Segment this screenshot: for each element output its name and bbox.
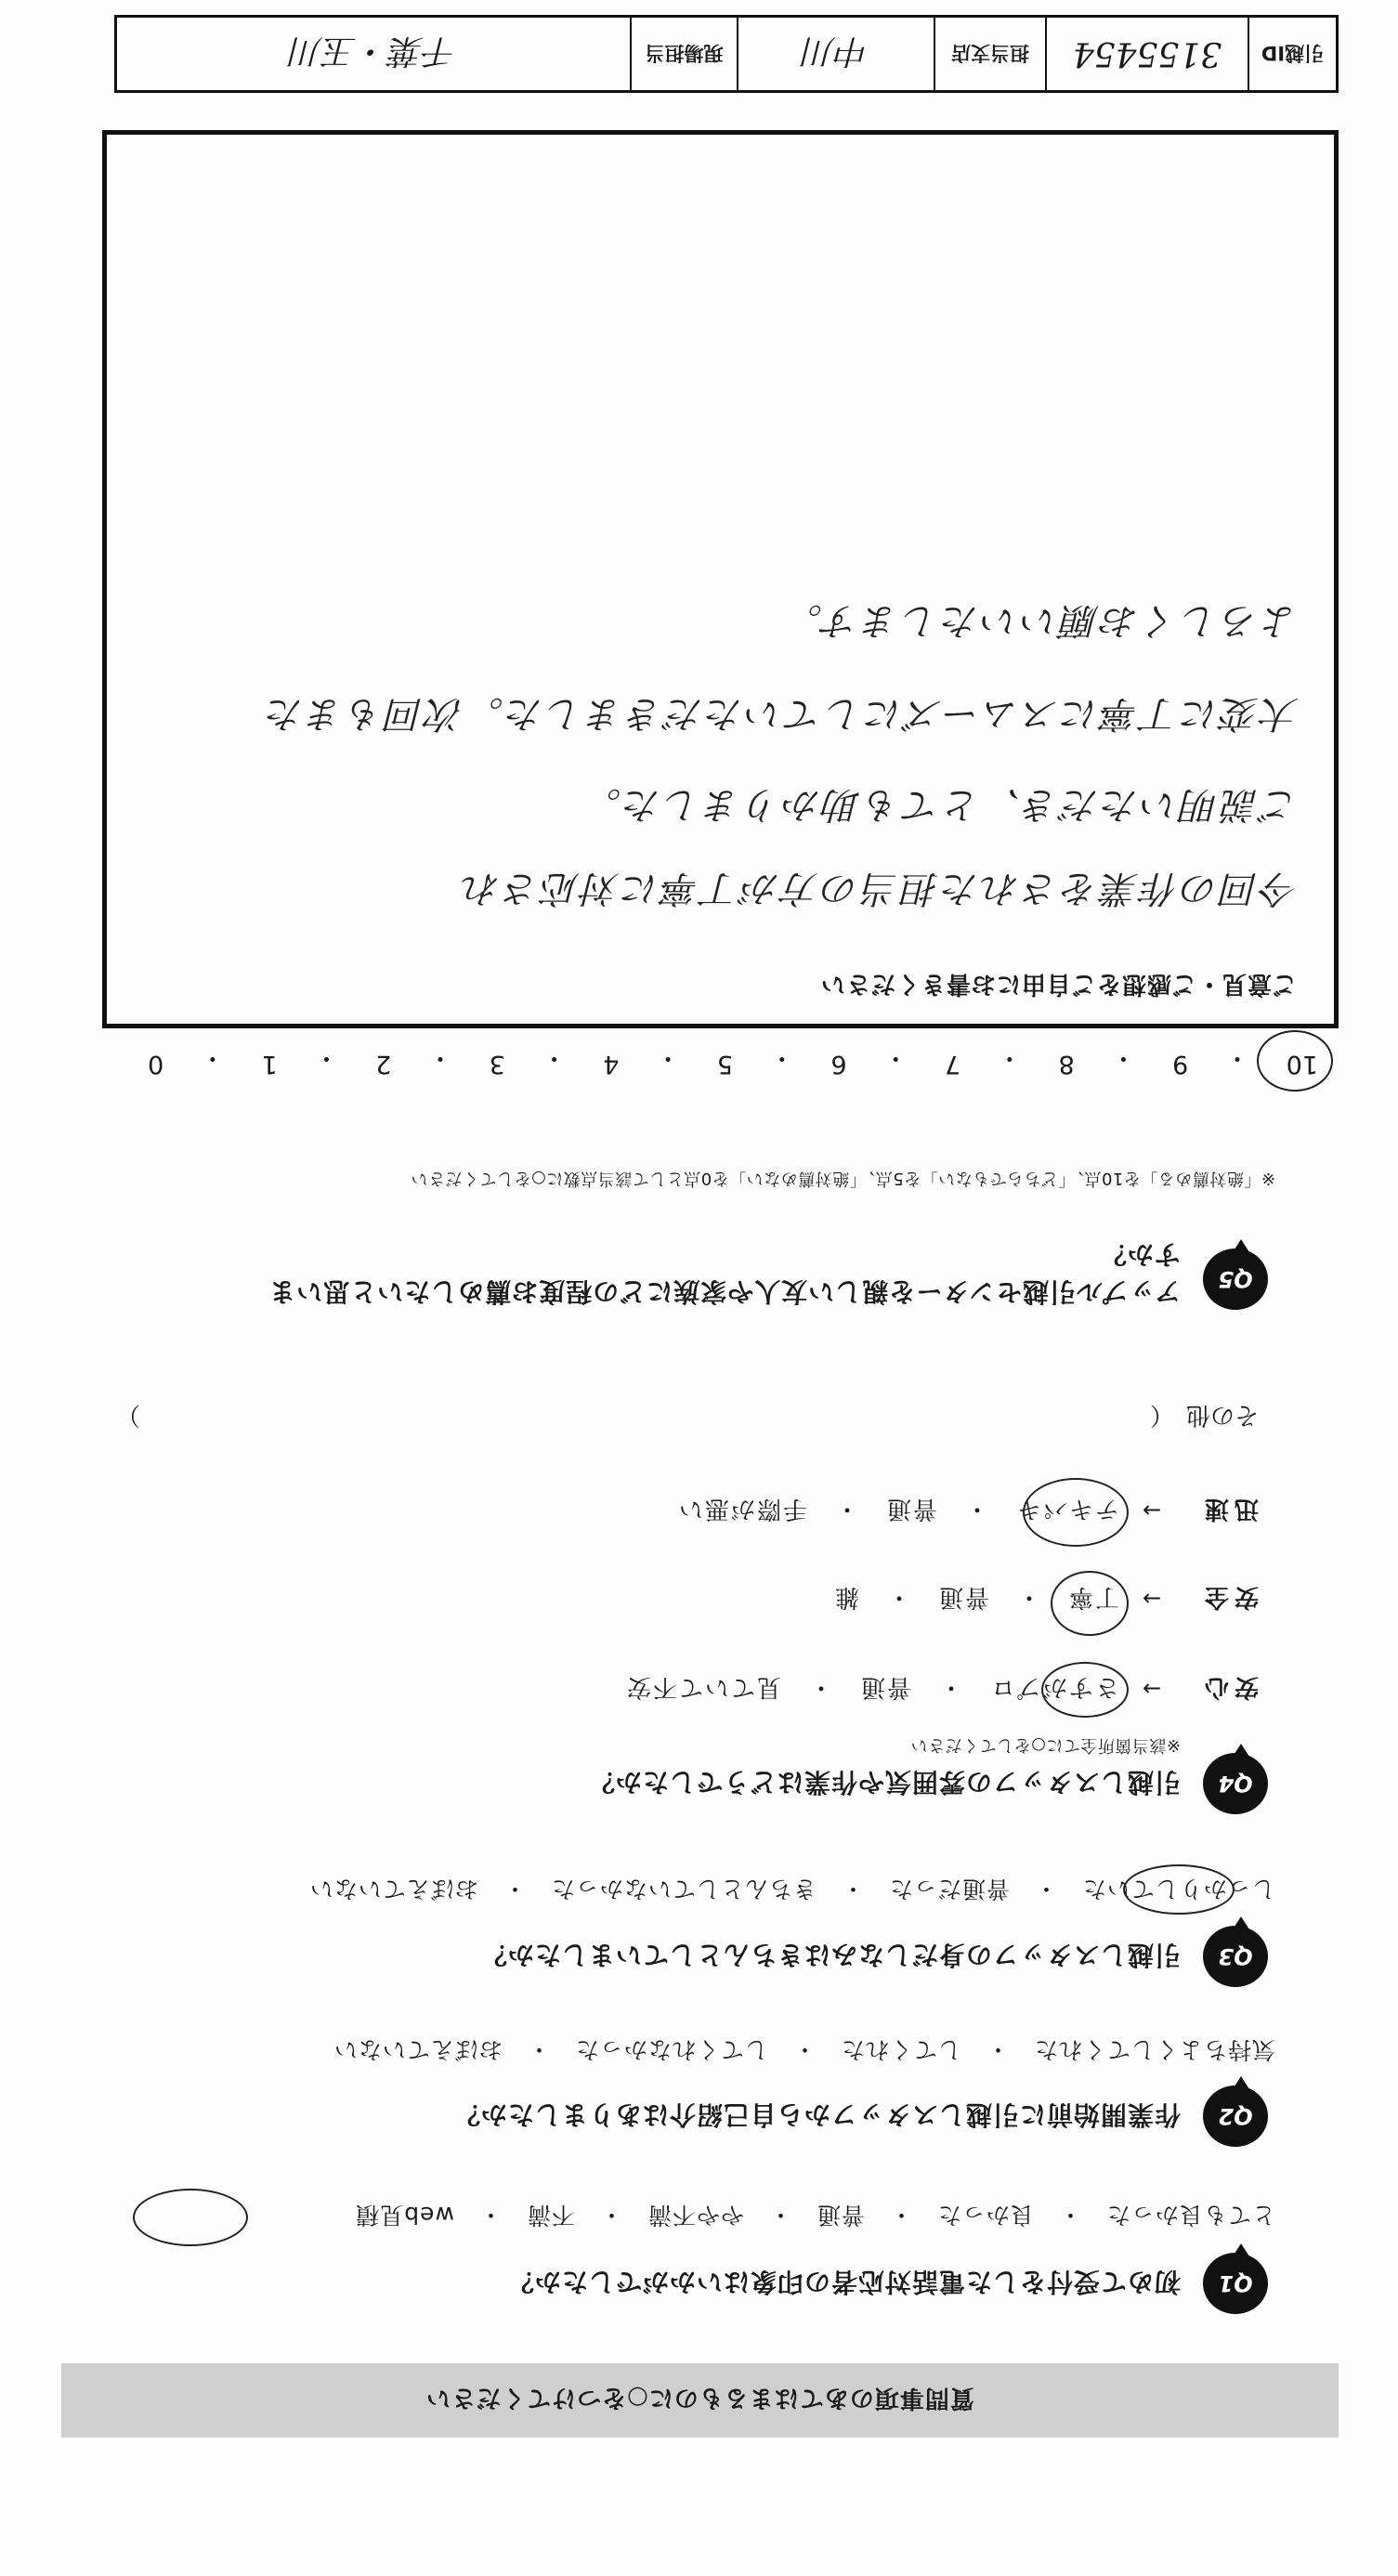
comment-line-3: 大変に丁寧にスムーズにしていただきました。次回もまた (264, 692, 1299, 735)
site-staff-value: 千葉・玉川 (290, 32, 458, 71)
q5-answer-circle (1257, 1030, 1333, 1092)
scale-0[interactable]: 0 (148, 1050, 164, 1079)
arrow-icon: → (1142, 1586, 1162, 1613)
q4-item-options[interactable]: テキパキ ・ 普通 ・ 手際が悪い (676, 1495, 1119, 1523)
q4-item-options[interactable]: さすがプロ ・ 普通 ・ 見ていて不安 (624, 1673, 1119, 1701)
move-id-value: 3155454 (1045, 18, 1248, 90)
q5-badge-icon: Q5 (1203, 1249, 1268, 1310)
scale-6[interactable]: 6 (830, 1050, 847, 1079)
q3-badge-icon: Q3 (1203, 1926, 1268, 1987)
q3-text: 引越しスタッフの身だしなみはきちんとしていましたか？ (479, 1940, 1181, 1970)
q1-options[interactable]: とても良かった ・ 良かった ・ 普通 ・ やや不満 ・ 不満 ・ web見積 (355, 2202, 1275, 2229)
q4-other-close: ） (116, 1401, 141, 1429)
scale-sep: ・ (1110, 1043, 1136, 1072)
q4-item-options[interactable]: 丁寧 ・ 普通 ・ 雑 (832, 1583, 1119, 1611)
q4-item-jinsoku[interactable] (677, 1494, 1259, 1528)
question-q5 (252, 1236, 1268, 1310)
q4-item-label: 安心 (1198, 1673, 1259, 1701)
comment-line-2: ご説明いただき、とても助かりました。 (581, 783, 1299, 826)
scale-sep: ・ (200, 1043, 226, 1072)
question-q4 (588, 1753, 1268, 1814)
scale-4[interactable]: 4 (603, 1050, 620, 1079)
scale-sep: ・ (427, 1043, 453, 1072)
comment-box[interactable] (102, 130, 1339, 1028)
scale-3[interactable]: 3 (489, 1050, 505, 1079)
scale-10[interactable]: 10 (1286, 1050, 1318, 1079)
section-header (61, 2363, 1339, 2438)
scale-1[interactable]: 1 (261, 1050, 278, 1079)
q4-other-label: その他 （ (1149, 1401, 1259, 1429)
scale-8[interactable]: 8 (1058, 1050, 1075, 1079)
q3-answer-circle (1123, 1864, 1235, 1915)
branch-label: 担当支店 (934, 18, 1045, 90)
question-q3 (480, 1926, 1268, 1987)
scale-7[interactable]: 7 (944, 1050, 961, 1079)
q5-scale[interactable] (148, 1042, 1318, 1079)
q4-badge-icon: Q4 (1203, 1753, 1268, 1814)
q1-text: 初めて受付をした電話対応者の印象はいかがでしたか？ (506, 2267, 1181, 2297)
comment-line-1: 今回の作業をされた担当の方が丁寧に対応され (460, 867, 1299, 909)
comment-title: ご意見・ご感想をご自由にお書きください (819, 970, 1297, 998)
scale-sep: ・ (769, 1043, 795, 1072)
q4-item-anzen[interactable] (833, 1582, 1259, 1616)
q4-item-anshin[interactable] (625, 1672, 1259, 1706)
q2-options[interactable]: 気持ちよくしてくれた ・ してくれた ・ してくれなかった ・ おぼえていない (333, 2036, 1275, 2063)
scale-sep: ・ (1224, 1043, 1250, 1072)
q4-anzen-circle (1051, 1571, 1129, 1636)
q2-badge-icon: Q2 (1203, 2086, 1268, 2147)
section-header-title: 質問事項のあてはまるものに○をつけてください (425, 2384, 974, 2413)
scale-sep: ・ (655, 1043, 681, 1072)
q1-answer-circle (133, 2189, 248, 2246)
scale-5[interactable]: 5 (716, 1050, 734, 1079)
q2-text: 作業開始前に引越しスタッフから自己紹介はありましたか？ (452, 2099, 1181, 2130)
scale-sep: ・ (313, 1043, 339, 1072)
move-id-label: 引越ID (1248, 18, 1336, 90)
q4-item-label: 迅速 (1198, 1495, 1259, 1523)
arrow-icon: → (1142, 1676, 1162, 1703)
scale-9[interactable]: 9 (1172, 1050, 1189, 1079)
q4-other-row[interactable] (116, 1400, 1259, 1434)
q4-jinsoku-circle (1023, 1478, 1129, 1547)
q1-badge-icon: Q1 (1203, 2253, 1268, 2314)
scale-sep: ・ (882, 1043, 908, 1072)
scale-2[interactable]: 2 (375, 1050, 392, 1079)
q4-text: 引越しスタッフの雰囲気や作業はどうでしたか？ (587, 1767, 1181, 1798)
scale-sep: ・ (542, 1043, 568, 1072)
info-table (114, 15, 1339, 93)
site-staff-label: 現場担当 (630, 18, 737, 90)
q5-note: ※「絶対薦める」を10点、「どちらでもない」を5点、「絶対薦めない」を0点として該当点数に○をしてください (411, 1169, 1275, 1188)
q5-text: アップル引越センターを親しい友人や家族にどの程度お薦めしたいと思いますか？ (268, 1239, 1181, 1307)
arrow-icon: → (1142, 1497, 1162, 1524)
question-q1 (507, 2253, 1268, 2314)
scale-sep: ・ (997, 1043, 1023, 1072)
q4-anshin-circle (1041, 1662, 1129, 1718)
comment-line-4: よろしくお願いいたします。 (782, 599, 1299, 642)
q4-note: ※該当箇所全てに○をしてください (910, 1735, 1181, 1755)
branch-value: 中川 (737, 18, 934, 90)
q4-item-label: 安全 (1198, 1583, 1259, 1611)
q3-options[interactable]: しっかりしていた ・ 普通だった ・ きちんとしていなかった ・ おぼえていない (308, 1876, 1275, 1903)
question-q2 (453, 2086, 1268, 2147)
